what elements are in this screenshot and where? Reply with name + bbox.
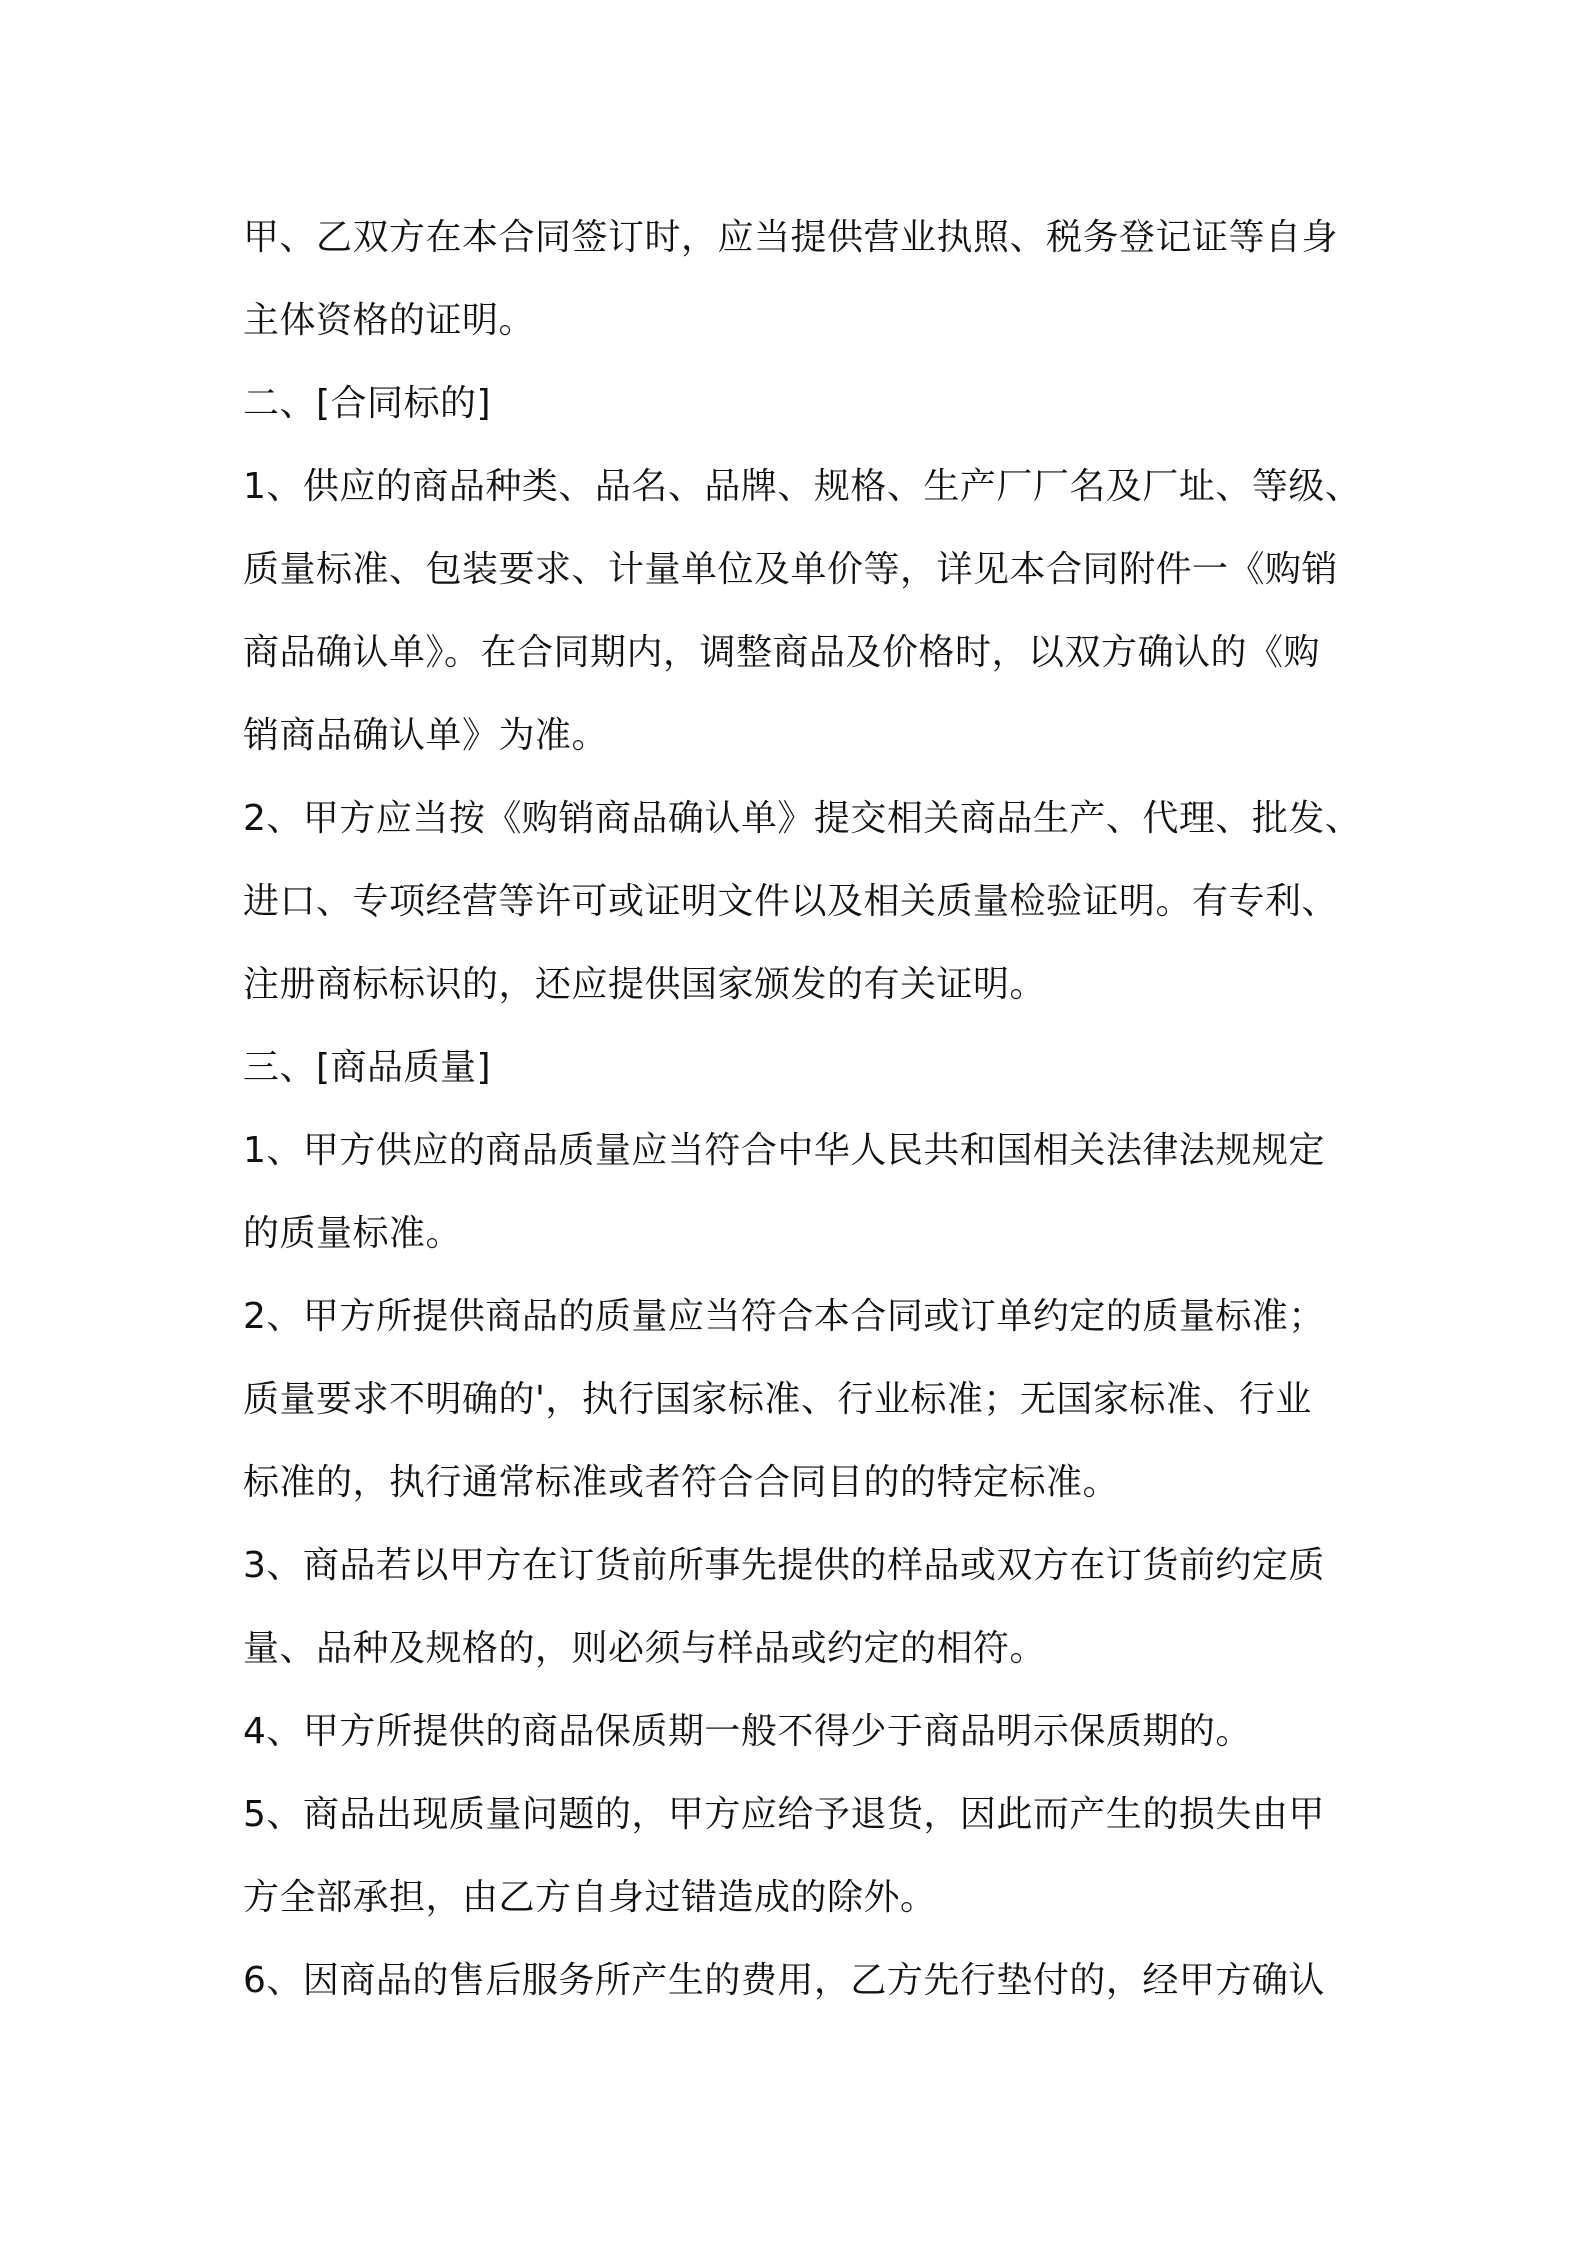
text-line: 2、甲方所提供商品的质量应当符合本合同或订单约定的质量标准；	[243, 1296, 1325, 1337]
text-line: 主体资格的证明。	[243, 300, 536, 341]
text-line: 5、商品出现质量问题的，甲方应给予退货，因此而产生的损失由甲	[243, 1794, 1325, 1835]
text-line: 销商品确认单》为准。	[243, 715, 609, 756]
contract-text	[243, 196, 1383, 2022]
text-line: 1、甲方供应的商品质量应当符合中华人民共和国相关法律法规规定	[243, 1130, 1325, 1171]
text-line: 3、商品若以甲方在订货前所事先提供的样品或双方在订货前约定质	[243, 1545, 1325, 1586]
text-line: 商品确认单》。在合同期内，调整商品及价格时，以双方确认的《购	[243, 632, 1321, 673]
section-heading: 三、[商品质量]	[243, 1047, 492, 1088]
text-line: 甲、乙双方在本合同签订时，应当提供营业执照、税务登记证等自身	[243, 217, 1339, 258]
text-line: 质量要求不明确的'，执行国家标准、行业标准；无国家标准、行业	[243, 1379, 1312, 1420]
text-line: 标准的，执行通常标准或者符合合同目的的特定标准。	[243, 1462, 1120, 1503]
section-heading: 二、[合同标的]	[243, 383, 492, 424]
text-line: 4、甲方所提供的商品保质期一般不得少于商品明示保质期的。	[243, 1711, 1252, 1752]
text-line: 的质量标准。	[243, 1213, 463, 1254]
text-line: 2、甲方应当按《购销商品确认单》提交相关商品生产、代理、批发、	[243, 798, 1362, 839]
text-line: 进口、专项经营等许可或证明文件以及相关质量检验证明。有专利、	[243, 881, 1339, 922]
text-line: 1、供应的商品种类、品名、品牌、规格、生产厂厂名及厂址、等级、	[243, 466, 1362, 507]
text-line: 6、因商品的售后服务所产生的费用，乙方先行垫付的，经甲方确认	[243, 1960, 1325, 2001]
text-line: 质量标准、包装要求、计量单位及单价等，详见本合同附件一《购销	[243, 549, 1339, 590]
text-line: 方全部承担，由乙方自身过错造成的除外。	[243, 1877, 937, 1918]
text-line: 量、品种及规格的，则必须与样品或约定的相符。	[243, 1628, 1047, 1669]
text-line: 注册商标标识的，还应提供国家颁发的有关证明。	[243, 964, 1047, 1005]
